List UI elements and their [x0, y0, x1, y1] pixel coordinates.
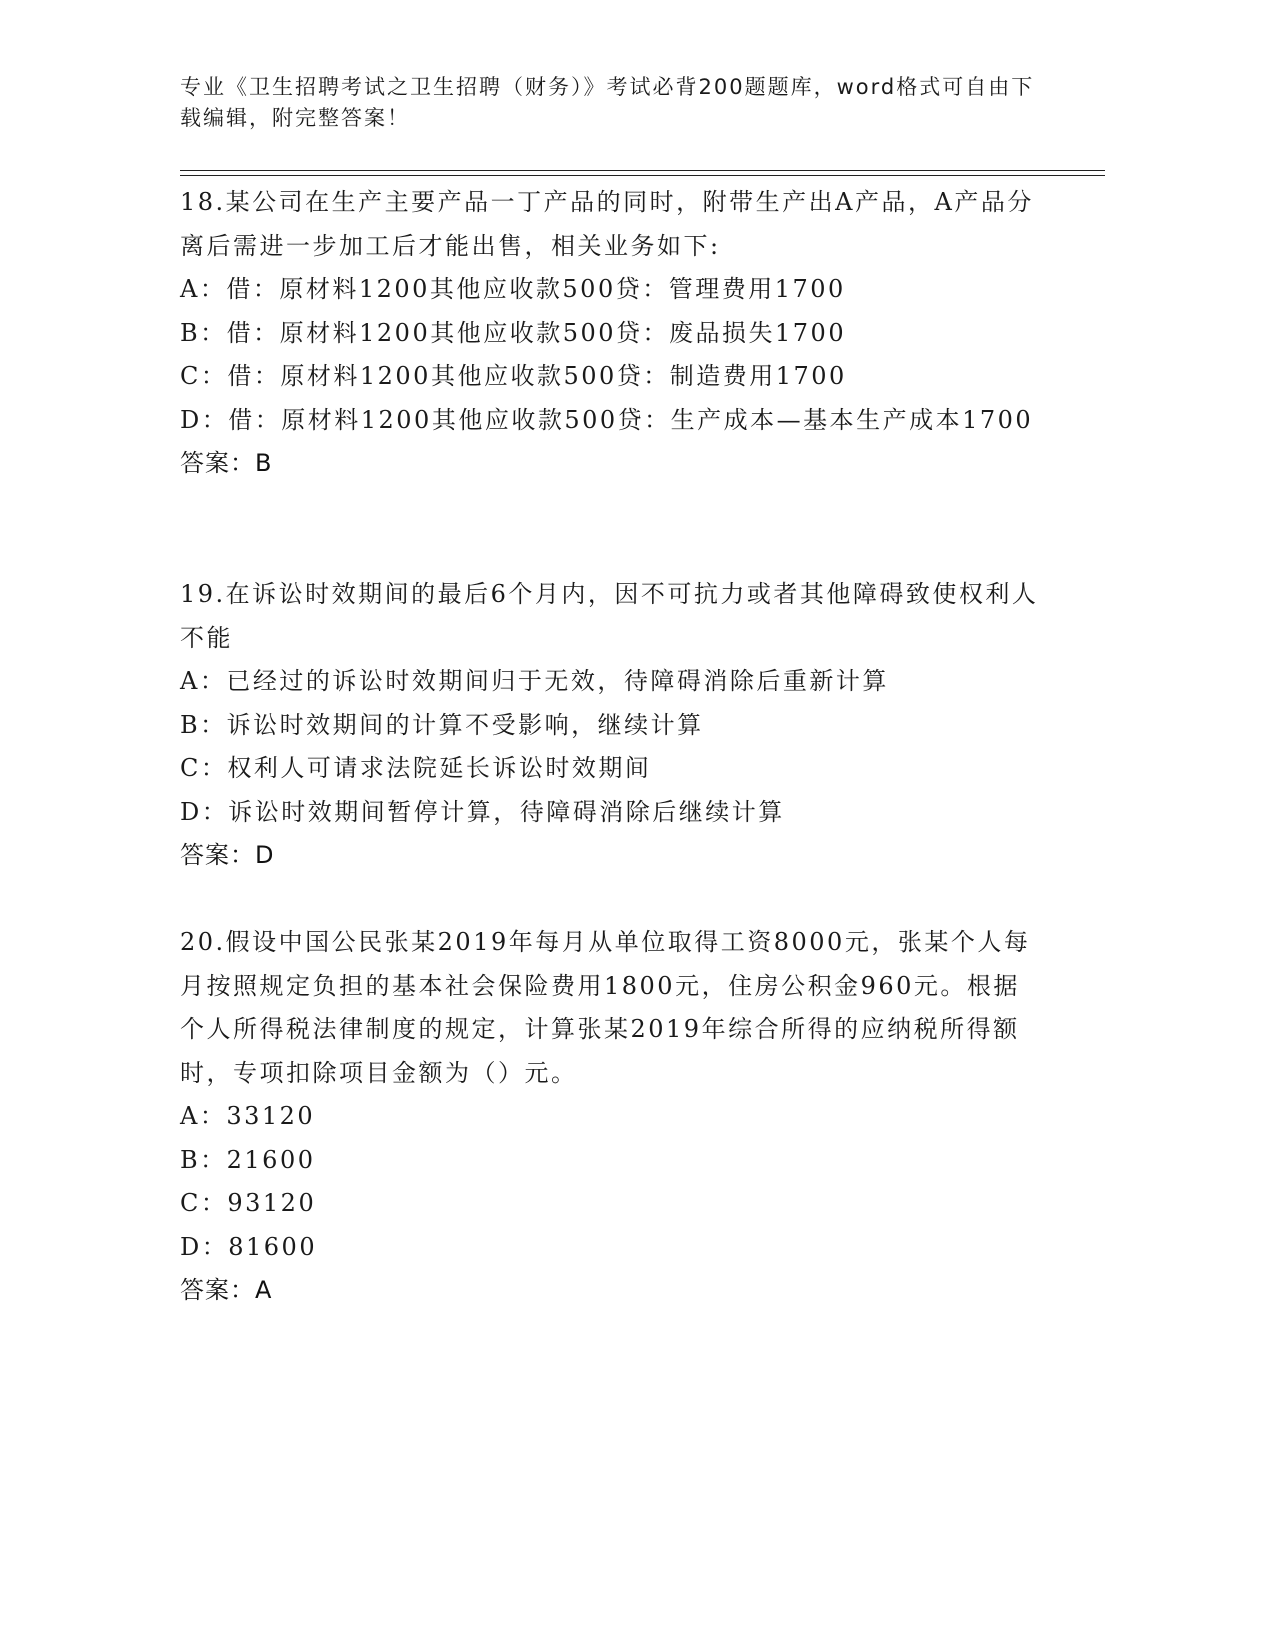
answer: 答案：D: [180, 841, 275, 869]
header-divider-top: [180, 170, 1105, 171]
answer: 答案：B: [180, 449, 273, 477]
option-d: D：81600: [180, 1232, 318, 1261]
option-b: B：21600: [180, 1145, 316, 1174]
document-header: 专业《卫生招聘考试之卫生招聘（财务）》考试必背200题题库，word格式可自由下载编辑，附完整答案！: [180, 75, 1035, 130]
option-b: B：借：原材料1200其他应收款500贷：废品损失1700: [180, 318, 847, 347]
option-d: D：借：原材料1200其他应收款500贷：生产成本—基本生产成本1700: [180, 405, 1034, 434]
header-divider-bottom: [180, 175, 1105, 176]
question-20: [180, 921, 1040, 1313]
answer: 答案：A: [180, 1276, 273, 1304]
option-d: D：诉讼时效期间暂停计算，待障碍消除后继续计算: [180, 797, 785, 826]
question-stem: 18.某公司在生产主要产品一丁产品的同时，附带生产出A产品，A产品分离后需进一步加工后才能出售，相关业务如下:: [180, 188, 1034, 260]
option-b: B：诉讼时效期间的计算不受影响，继续计算: [180, 710, 704, 739]
option-a: A：33120: [180, 1102, 316, 1130]
question-stem: 19.在诉讼时效期间的最后6个月内，因不可抗力或者其他障碍致使权利人不能: [180, 580, 1039, 652]
question-19: [180, 573, 1040, 878]
question-18: [180, 181, 1040, 486]
option-c: C：93120: [180, 1189, 317, 1217]
option-c: C：借：原材料1200其他应收款500贷：制造费用1700: [180, 362, 847, 390]
question-stem: 20.假设中国公民张某2019年每月从单位取得工资8000元，张某个人每月按照规定负担的基本社会保险费用1800元，住房公积金960元。根据个人所得税法律制度的规定，计算张某2019年综合所得的应纳税所得额时，专项扣除项目金额为（）元。: [180, 928, 1031, 1087]
option-c: C：权利人可请求法院延长诉讼时效期间: [180, 754, 652, 782]
option-a: A：借：原材料1200其他应收款500贷：管理费用1700: [180, 275, 846, 303]
option-a: A：已经过的诉讼时效期间归于无效，待障碍消除后重新计算: [180, 667, 889, 695]
